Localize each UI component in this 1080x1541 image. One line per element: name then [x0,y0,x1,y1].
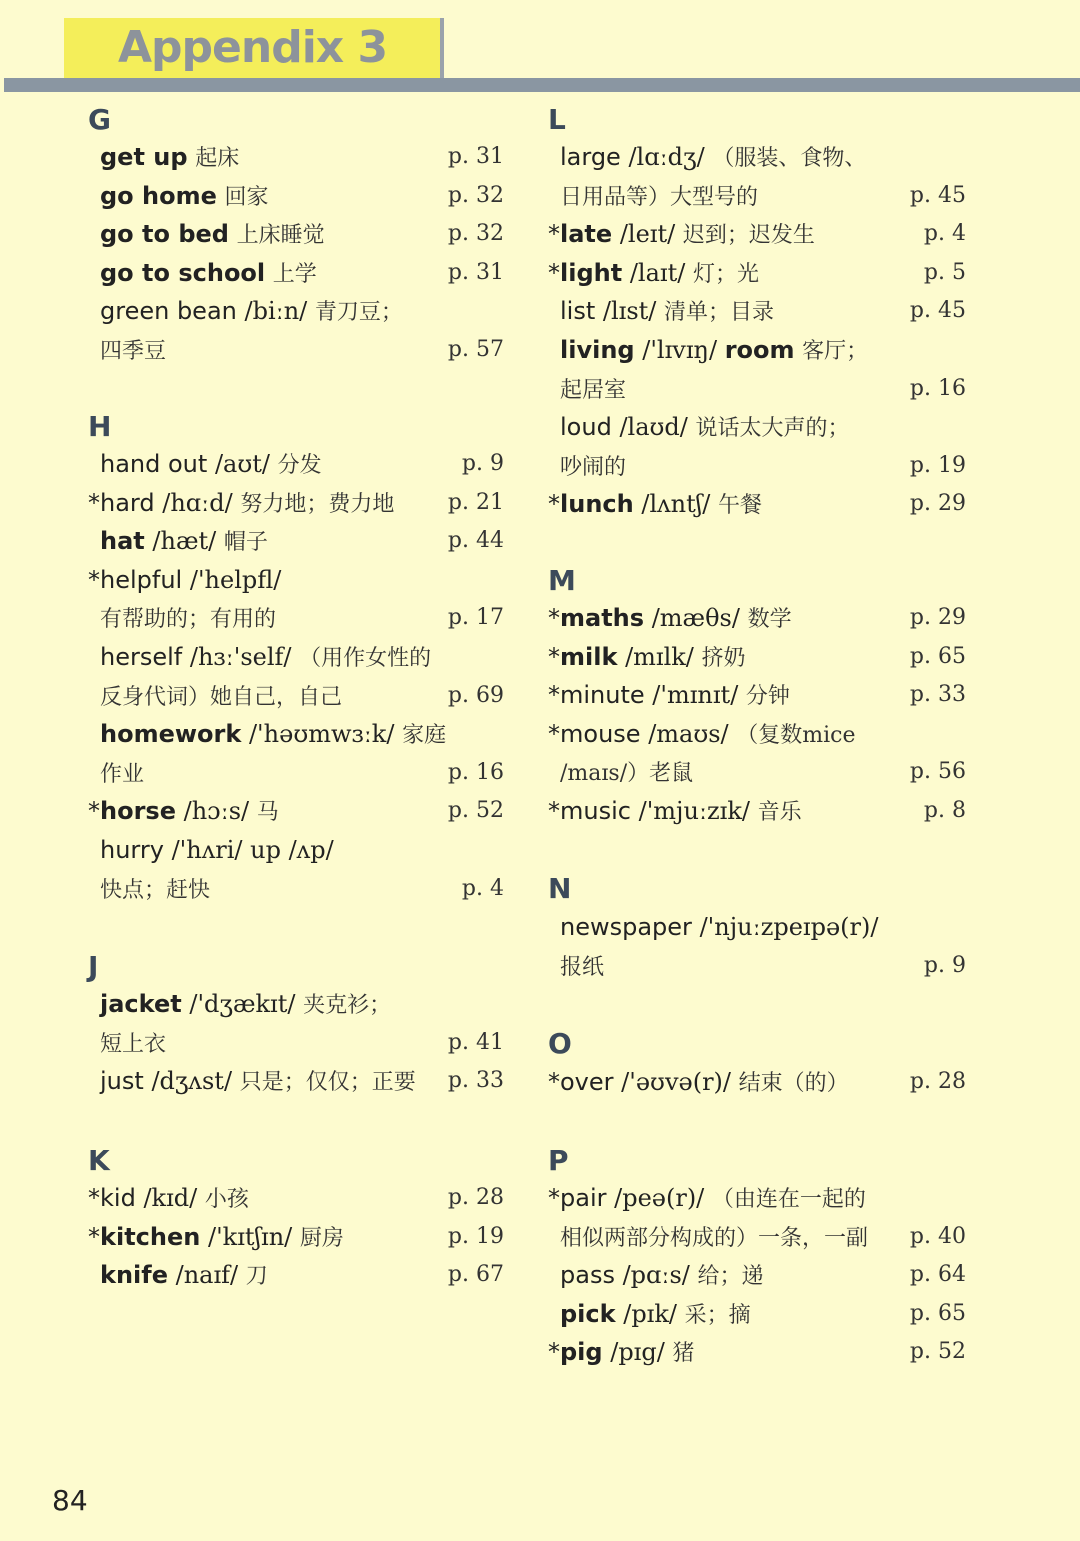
entry-text [560,908,878,947]
entry-text [548,485,762,526]
entry-meaning: 灯；光 [692,261,759,287]
pronunciation: /'mjuːzɪk/ [638,796,750,825]
entry-text [88,1218,344,1259]
page-reference: p. 28 [909,1069,966,1094]
list-item [88,677,504,716]
pronunciation: /leɪt/ [619,220,676,249]
section-entries-j [88,985,504,1101]
list-item [88,1256,504,1295]
page-reference: p. 5 [923,259,966,285]
pronunciation: /hɑːd/ [162,488,233,517]
entry-text [560,947,604,988]
headword: late [560,220,613,249]
entry-meaning: （复数mice [736,722,856,748]
list-item [88,599,504,638]
pronunciation: /'mɪnɪt/ [652,681,739,710]
entry-meaning: 回家 [224,184,269,210]
entry-text [100,522,268,563]
entry-text [88,792,279,833]
pronunciation: /lɑːdʒ/ [628,143,705,171]
list-item [88,138,504,177]
entry-text [100,254,317,295]
page-reference: p. 69 [447,682,504,708]
entry-meaning: （用作女性的 [299,645,432,671]
entry-text [100,138,239,179]
entry-text [548,676,790,717]
section-entries-g [88,138,504,370]
pronunciation: /mɪlk/ [625,642,694,671]
pronunciation: /maʊs/ [648,719,729,748]
headword: light [560,258,623,287]
entry-meaning: 午餐 [718,493,763,519]
list-item [548,254,966,293]
page-reference: p. 44 [447,528,504,554]
asterisk-mark: * [548,681,560,710]
page-reference: p. 29 [909,605,966,630]
page-title: Appendix 3 [118,22,388,73]
entry-meaning: 努力地；费力地 [240,491,395,517]
page-reference: p. 17 [447,605,504,631]
headword: herself [100,642,183,671]
headword: horse [100,797,176,826]
entry-meaning: （服装、食物、 [712,146,867,171]
entry-meaning: 家庭 [402,723,447,749]
list-item [548,447,966,486]
entry-text [560,331,868,372]
list-item [88,445,504,484]
pronunciation: /laʊd/ [619,413,688,442]
list-item [548,331,966,370]
entry-meaning: 起床 [195,146,240,171]
entry-text [100,870,210,911]
entry-text [548,215,815,256]
pronunciation: /'hʌri/ up /ʌp/ [171,835,334,864]
entry-meaning: 只是；仅仅；正要 [239,1070,416,1096]
list-item [548,485,966,524]
headword: green bean [100,297,237,326]
section-letter-m: M [548,564,576,597]
headword: go home [100,181,217,210]
headword: loud [560,413,612,442]
entry-text [560,1218,868,1259]
pronunciation: /lɪst/ [602,297,657,326]
entry-text [560,1256,764,1297]
list-item [548,215,966,254]
entry-meaning: 日用品等）大型号的 [560,184,759,210]
entry-meaning: 有帮助的；有用的 [100,607,277,633]
pronunciation: /kɪd/ [143,1184,198,1212]
entry-text [560,177,758,218]
entry-text [100,1256,268,1297]
headword: maths [560,604,645,632]
pronunciation: /hæt/ [152,527,217,556]
entry-text [560,753,693,794]
page-reference: p. 64 [909,1262,966,1288]
pronunciation: /'dʒækɪt/ [189,990,296,1018]
entry-meaning: 上床睡觉 [236,223,325,249]
list-item [88,754,504,793]
headword: hat [100,527,145,556]
entry-text [560,370,626,411]
entry-meaning: 马 [256,800,279,826]
page-reference: p. 33 [909,682,966,708]
entry-meaning: 猪 [672,1341,695,1367]
headword: lunch [560,490,634,519]
page-reference: p. 67 [447,1262,504,1288]
page-reference: p. 16 [909,375,966,401]
list-item [88,1179,504,1218]
headword-second: room [724,335,795,364]
entry-text [100,292,403,333]
entry-text [100,331,166,372]
pronunciation: /'əʊvə(r)/ [621,1068,731,1096]
entry-meaning: 吵闹的 [560,454,627,480]
pronunciation: /hɜː'self/ [189,642,292,671]
entry-meaning: 青刀豆； [314,300,403,326]
page-reference: p. 45 [909,298,966,324]
entry-text [88,1179,249,1220]
headword: homework [100,720,242,749]
list-item [88,254,504,293]
page-reference: p. 16 [447,759,504,785]
headword: kitchen [100,1222,201,1251]
pronunciation: /dʒʌst/ [151,1067,233,1096]
entry-text [100,445,322,486]
list-item [548,1256,966,1295]
section-entries-m [548,599,966,831]
list-item [88,638,504,677]
list-item [88,715,504,754]
entry-meaning: 客厅； [802,338,869,364]
asterisk-mark: * [548,490,560,519]
headword: music [560,796,631,825]
pronunciation: /'helpfl/ [189,565,282,594]
headword: hurry [100,835,164,864]
entry-meaning: 小孩 [204,1187,249,1212]
entry-meaning: 说话太大声的； [695,416,850,442]
list-item [88,292,504,331]
headword: minute [560,681,645,710]
page-reference: p. 29 [909,491,966,517]
entry-meaning: 音乐 [757,799,802,825]
headword: living [560,335,635,364]
entry-text [100,985,391,1026]
entry-text [100,1062,416,1103]
entry-text [548,1063,849,1104]
entry-meaning: 采；摘 [684,1302,751,1328]
list-item [88,331,504,370]
page-number: 84 [52,1484,88,1517]
pronunciation: /naɪf/ [175,1261,239,1290]
entry-meaning: 四季豆 [100,338,167,364]
headword: pair [560,1184,607,1212]
headword: go to bed [100,220,229,249]
headword: get up [100,143,188,171]
asterisk-mark: * [548,796,560,825]
entry-text [100,677,342,718]
list-item [548,1218,966,1257]
entry-text [548,1179,866,1220]
section-letter-j: J [88,950,99,983]
page-reference: p. 65 [909,643,966,669]
entry-text [100,715,446,756]
entry-text [88,561,281,600]
list-item [548,715,966,754]
pronunciation: /pɪg/ [610,1338,665,1367]
entry-text [100,599,276,640]
headword: newspaper [560,913,692,941]
pronunciation: /laɪt/ [629,258,686,287]
section-entries-l [548,138,966,524]
headword: mouse [560,719,641,748]
entry-text [100,177,269,218]
list-item [88,1218,504,1257]
headword: go to school [100,258,266,287]
headword: helpful [100,565,183,594]
list-item [548,1063,966,1102]
pronunciation: /biːn/ [244,297,308,326]
page-reference: p. 52 [909,1339,966,1365]
entry-text [88,484,394,525]
section-entries-n [548,908,966,985]
entry-meaning: （由连在一起的 [711,1187,866,1212]
asterisk-mark: * [548,258,560,287]
asterisk-mark: * [88,488,100,517]
entry-meaning: 报纸 [560,954,605,980]
entry-text [560,292,774,333]
entry-meaning: 迟到；迟发生 [682,223,815,249]
pronunciation: /aʊt/ [214,450,270,478]
pronunciation: /pɑːs/ [622,1261,690,1290]
page-reference: p. 19 [909,452,966,478]
headword: list [560,297,596,326]
headword: jacket [100,990,182,1018]
entry-meaning: 厨房 [299,1225,344,1251]
list-item [88,215,504,254]
entry-text [100,831,334,870]
entry-text [100,1024,166,1065]
entry-meaning: 清单；目录 [664,300,775,326]
list-item [88,561,504,600]
page-reference: p. 31 [447,144,504,169]
headword: pick [560,1299,616,1328]
asterisk-mark: * [88,1222,100,1251]
entry-text [560,408,850,449]
list-item [88,985,504,1024]
pronunciation: /'kɪtʃɪn/ [207,1222,293,1251]
headword: hard [100,488,155,517]
asterisk-mark: * [548,1068,560,1096]
list-item [88,1024,504,1063]
page-reference: p. 65 [909,1300,966,1326]
entry-text [100,215,325,256]
entry-meaning: 帽子 [223,530,268,556]
section-entries-p [548,1179,966,1372]
entry-meaning: 刀 [245,1264,268,1290]
list-item [548,753,966,792]
entry-meaning: 起居室 [560,377,627,403]
list-item [548,947,966,986]
list-item [88,522,504,561]
entry-meaning: 夹克衫； [303,993,392,1018]
entry-text [560,1295,751,1336]
entry-meaning: 短上衣 [100,1031,167,1057]
page-reference: p. 28 [447,1185,504,1210]
asterisk-mark: * [548,1184,560,1212]
entry-meaning: 快点；赶快 [100,877,211,903]
pronunciation: /hɔːs/ [183,797,250,826]
section-entries-o [548,1063,966,1102]
entry-meaning: 结束（的） [738,1071,849,1096]
list-item [548,599,966,638]
page-reference: p. 4 [923,221,966,247]
section-letter-o: O [548,1027,572,1060]
entry-text [100,638,431,679]
list-item [548,792,966,831]
list-item [88,831,504,870]
entry-meaning: 反身代词）她自己，自己 [100,684,343,710]
list-item [548,908,966,947]
list-item [548,676,966,715]
headword: just [100,1067,144,1096]
page-reference: p. 31 [447,259,504,285]
section-letter-k: K [88,1144,110,1177]
right-column [548,0,966,1541]
list-item [88,870,504,909]
list-item [88,1062,504,1101]
asterisk-mark: * [548,1338,560,1367]
list-item [548,1333,966,1372]
headword: knife [100,1261,168,1290]
page-reference: p. 32 [447,221,504,247]
page-reference: p. 19 [447,1223,504,1249]
list-item [548,1295,966,1334]
list-item [548,1179,966,1218]
entry-meaning: 相似两部分构成的）一条，一副 [560,1225,869,1251]
section-letter-l: L [548,103,566,136]
headword: milk [560,642,618,671]
entry-meaning: 分钟 [745,684,790,710]
entry-text [548,715,856,756]
asterisk-mark: * [88,797,100,826]
pronunciation: /'njuːzpeɪpə(r)/ [699,913,879,941]
page-reference: p. 40 [909,1223,966,1249]
headword: large [560,143,621,171]
page-reference: p. 41 [447,1029,504,1055]
entry-meaning: 上学 [272,261,317,287]
page-reference: p. 52 [447,798,504,824]
section-entries-k [88,1179,504,1295]
list-item [548,638,966,677]
headword: over [560,1068,614,1096]
section-letter-p: P [548,1144,569,1177]
headword: kid [100,1184,136,1212]
asterisk-mark: * [548,719,560,748]
entry-text [548,254,759,295]
entry-text [100,754,144,795]
pronunciation: /peə(r)/ [614,1184,705,1212]
asterisk-mark: * [548,642,560,671]
list-item [88,792,504,831]
headword: pig [560,1338,603,1367]
page-reference: p. 56 [909,759,966,785]
headword: pass [560,1261,615,1290]
left-column [88,0,504,1541]
page-reference: p. 32 [447,182,504,208]
entry-text [548,638,746,679]
pronunciation: /'lɪvɪŋ/ [642,335,718,364]
list-item [548,370,966,409]
page-reference: p. 9 [461,451,504,476]
section-letter-n: N [548,872,572,905]
pronunciation: /mæθs/ [651,604,740,632]
asterisk-mark: * [88,1184,100,1212]
list-item [548,408,966,447]
entry-meaning: 给；递 [697,1264,764,1290]
entry-text [548,792,802,833]
page-reference: p. 33 [447,1068,504,1094]
list-item [548,177,966,216]
list-item [88,484,504,523]
entry-text [560,138,866,179]
entry-meaning: 挤奶 [701,645,746,671]
entry-text [548,599,792,640]
asterisk-mark: * [548,220,560,249]
pronunciation: /'həʊmwɜːk/ [248,720,395,749]
asterisk-mark: * [88,565,100,594]
entry-text [548,1333,694,1374]
list-item [88,177,504,216]
list-item [548,138,966,177]
entry-meaning: 数学 [747,607,792,632]
asterisk-mark: * [548,604,560,632]
page-reference: p. 57 [447,336,504,362]
list-item [548,292,966,331]
page-reference: p. 4 [461,875,504,901]
headword: hand out [100,450,208,478]
pronunciation: /lʌntʃ/ [641,490,711,519]
page-reference: p. 8 [923,797,966,823]
section-letter-h: H [88,410,112,443]
entry-meaning: /maɪs/）老鼠 [560,761,694,787]
page-reference: p. 9 [923,952,966,978]
entry-text [560,447,626,488]
section-letter-g: G [88,103,111,136]
section-entries-h [88,445,504,908]
page-reference: p. 21 [447,489,504,515]
pronunciation: /pɪk/ [623,1299,677,1328]
entry-meaning: 分发 [277,453,322,478]
page-reference: p. 45 [909,182,966,208]
entry-meaning: 作业 [100,761,145,787]
